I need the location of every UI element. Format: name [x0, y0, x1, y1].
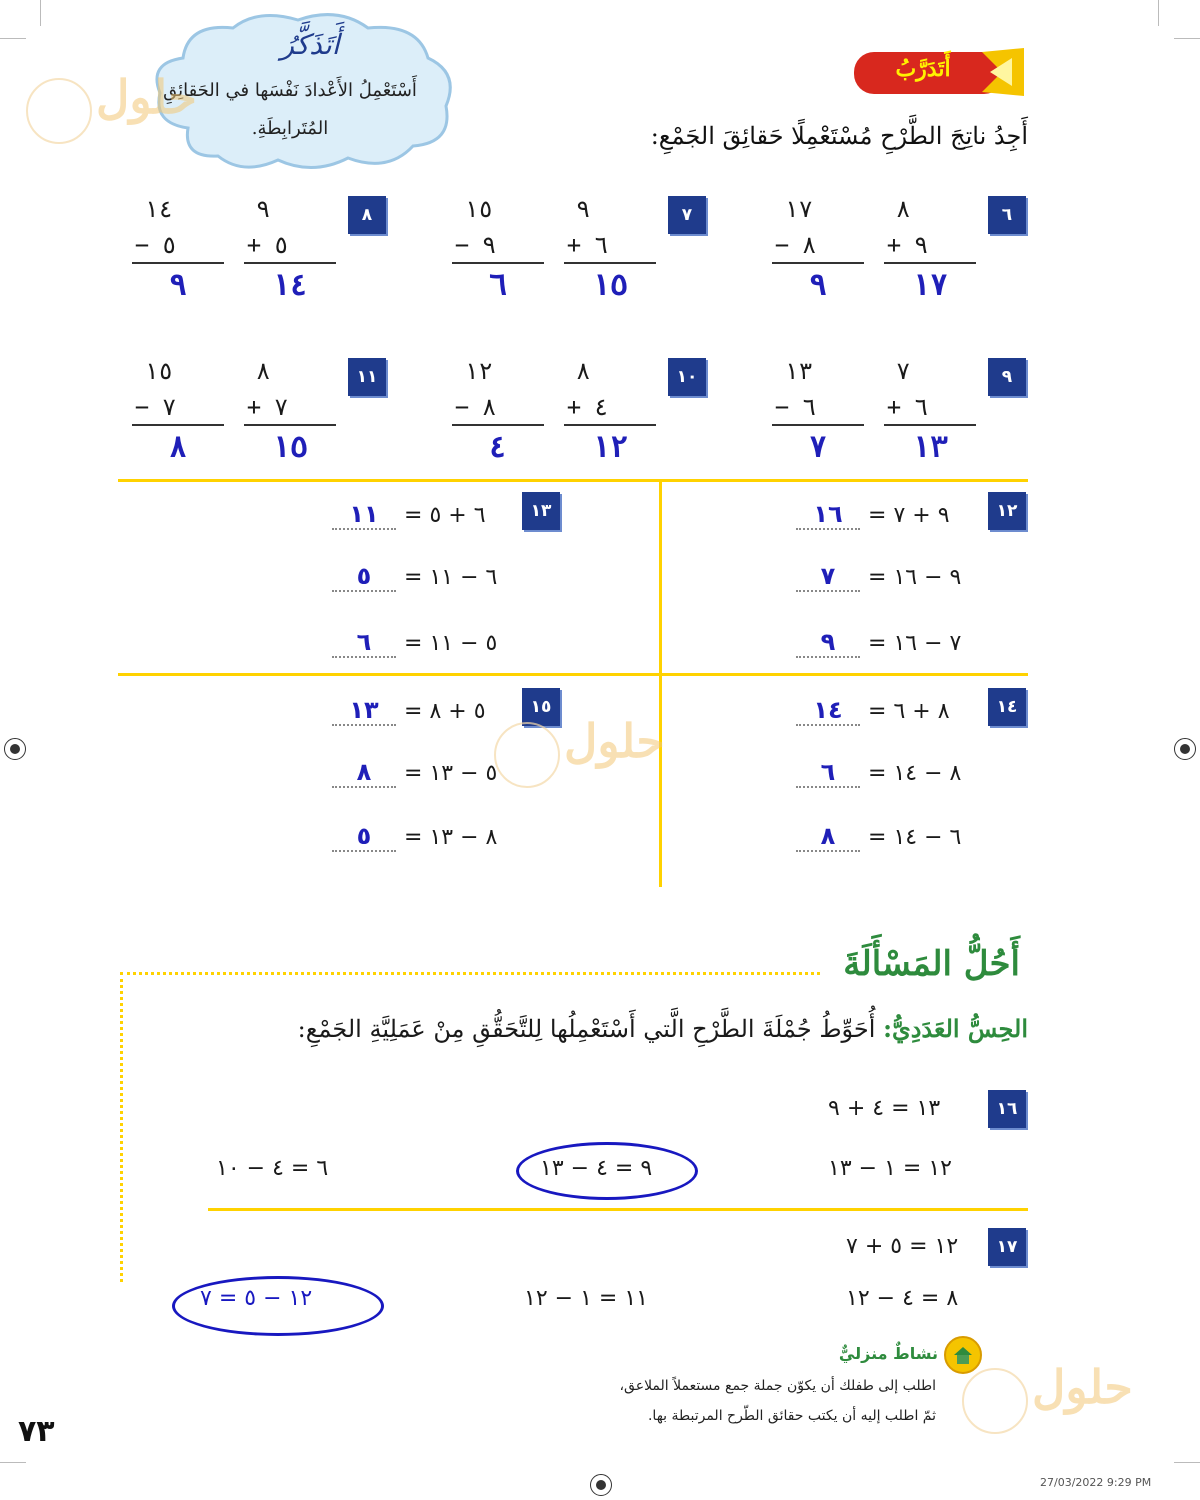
answer-blank[interactable]: ٨	[796, 822, 860, 852]
equation-row	[332, 696, 512, 726]
equation-row	[796, 696, 976, 726]
addend-bottom: ٦	[914, 393, 929, 421]
problem-number: ١٧	[988, 1228, 1026, 1266]
choice-equation[interactable]: ١٢ = ١ − ١٣	[828, 1156, 952, 1181]
problem-number: ٦	[988, 196, 1026, 234]
minuend: ١٤	[144, 195, 173, 223]
choice-equation[interactable]: ١١ = ١ − ١٢	[524, 1286, 648, 1311]
dotted-border	[120, 972, 123, 1282]
exercise-instruction: أَجِدُ ناتِجَ الطَّرْحِ مُسْتَعْمِلًا حَقائِقَ الجَمْعِ:	[650, 122, 1028, 150]
answer-blank[interactable]: ١٦	[796, 500, 860, 530]
minuend: ١٧	[784, 195, 813, 223]
given-equation: ١٣ = ٤ + ٩	[828, 1096, 941, 1121]
given-equation: ١٢ = ٥ + ٧	[846, 1234, 959, 1259]
equation-expression: = ٨ − ١٣	[404, 824, 498, 850]
subtraction-answer[interactable]: ٩	[808, 268, 828, 303]
equation-row	[332, 822, 512, 852]
subtraction-problem	[132, 352, 224, 470]
subtraction-problem	[452, 352, 544, 470]
equation-expression: = ٦ − ١١	[404, 564, 498, 590]
addition-answer[interactable]: ١٢	[591, 430, 629, 465]
registration-target-icon	[4, 738, 26, 760]
minus-sign: −	[454, 393, 470, 421]
problem-number: ٧	[668, 196, 706, 234]
crop-mark	[1174, 38, 1200, 39]
addend-top: ٩	[256, 195, 271, 223]
plus-sign: +	[566, 231, 582, 259]
home-activity-text-line1: اطلب إلى طفلك أن يكوّن جملة جمع مستعملاً الملاعق،	[619, 1378, 936, 1394]
equation-expression: = ٥ − ١١	[404, 630, 498, 656]
addend-bottom: ٦	[594, 231, 609, 259]
subtrahend: ٧	[162, 393, 177, 421]
addition-problem	[884, 190, 976, 308]
addition-problem	[244, 190, 336, 308]
equation-expression: = ٧ − ١٦	[868, 630, 962, 656]
addend-top: ٨	[576, 357, 591, 385]
watermark-logo-icon	[494, 722, 560, 788]
addition-problem	[884, 352, 976, 470]
minus-sign: −	[134, 393, 150, 421]
answer-blank[interactable]: ١٣	[332, 696, 396, 726]
problem-solving-title: أَحُلُّ المَسْأَلَةَ	[843, 944, 1020, 984]
answer-blank[interactable]: ٧	[796, 562, 860, 592]
subtrahend: ٥	[162, 231, 177, 259]
plus-sign: +	[246, 393, 262, 421]
addend-bottom: ٥	[274, 231, 289, 259]
answer-blank[interactable]: ١١	[332, 500, 396, 530]
print-timestamp: 27/03/2022 9:29 PM	[1040, 1476, 1152, 1489]
subtraction-answer[interactable]: ٤	[488, 430, 508, 465]
remember-title: أَتَذَكَّرُ	[280, 28, 340, 61]
subtraction-answer[interactable]: ٧	[808, 430, 828, 465]
minus-sign: −	[774, 393, 790, 421]
watermark-text: حلول	[96, 70, 197, 124]
watermark-text: حلول	[1032, 1360, 1133, 1414]
equation-row	[796, 758, 976, 788]
subtraction-problem	[772, 352, 864, 470]
subtraction-answer[interactable]: ٦	[488, 268, 508, 303]
crop-mark	[1174, 1462, 1200, 1463]
subtrahend: ٦	[802, 393, 817, 421]
addend-bottom: ٧	[274, 393, 289, 421]
problem-number: ١٠	[668, 358, 706, 396]
grid-divider	[208, 1208, 1028, 1211]
choice-equation[interactable]: ٨ = ٤ − ١٢	[846, 1286, 959, 1311]
subtrahend: ٨	[482, 393, 497, 421]
addition-problem	[564, 352, 656, 470]
minuend: ١٣	[784, 357, 813, 385]
addend-top: ٧	[896, 357, 911, 385]
problem-number: ١١	[348, 358, 386, 396]
watermark-text: حلول	[564, 714, 665, 768]
grid-divider	[118, 479, 1028, 482]
plus-sign: +	[566, 393, 582, 421]
problem-number: ٩	[988, 358, 1026, 396]
equation-expression: = ٨ + ٦	[868, 698, 950, 724]
addend-bottom: ٩	[914, 231, 929, 259]
problem-number: ١٥	[522, 688, 560, 726]
answer-blank[interactable]: ٦	[332, 628, 396, 658]
plus-sign: +	[886, 231, 902, 259]
equation-expression: = ٦ + ٥	[404, 502, 486, 528]
equation-expression: = ٥ − ١٣	[404, 760, 498, 786]
minus-sign: −	[454, 231, 470, 259]
equation-expression: = ٩ + ٧	[868, 502, 950, 528]
choice-equation[interactable]: ٦ = ٤ − ١٠	[216, 1156, 329, 1181]
registration-target-icon	[1174, 738, 1196, 760]
equation-row	[796, 822, 976, 852]
addition-answer[interactable]: ١٤	[271, 268, 309, 303]
home-activity-text-line2: ثمّ اطلب إليه أن يكتب حقائق الطّرح المرتبطة بها.	[647, 1408, 936, 1424]
grid-divider	[118, 673, 1028, 676]
question-label: الحِسُّ العَدَدِيُّ:	[883, 1014, 1028, 1043]
practice-badge-label: أَتَدَرَّبُ	[895, 56, 951, 82]
answer-blank[interactable]: ١٤	[796, 696, 860, 726]
minus-sign: −	[134, 231, 150, 259]
subtraction-problem	[452, 190, 544, 308]
equation-expression: = ٩ − ١٦	[868, 564, 962, 590]
page-number: ٧٣	[18, 1414, 55, 1449]
subtrahend: ٩	[482, 231, 497, 259]
addend-top: ٨	[896, 195, 911, 223]
crop-mark	[1158, 0, 1159, 26]
answer-blank[interactable]: ٥	[332, 822, 396, 852]
crop-mark	[40, 0, 41, 26]
answer-blank[interactable]: ٦	[796, 758, 860, 788]
subtrahend: ٨	[802, 231, 817, 259]
equation-row	[332, 562, 512, 592]
question-text: أُحَوِّطُ جُمْلَةَ الطَّرْحِ الَّتي أَسْتَعْمِلُها لِلتَّحَقُّقِ مِنْ عَمَلِيَّةِ الجَمْعِ:	[297, 1015, 876, 1043]
equation-expression: = ٥ + ٨	[404, 698, 486, 724]
problem-number: ١٢	[988, 492, 1026, 530]
equation-expression: = ٨ − ١٤	[868, 760, 962, 786]
plus-sign: +	[246, 231, 262, 259]
choice-equation[interactable]: ١٢ − ٥ = ٧	[200, 1286, 313, 1311]
addition-answer[interactable]: ١٥	[591, 268, 629, 303]
problem-number: ١٤	[988, 688, 1026, 726]
subtraction-answer[interactable]: ٩	[168, 268, 188, 303]
problem-number: ٨	[348, 196, 386, 234]
plus-sign: +	[886, 393, 902, 421]
grid-divider	[659, 479, 662, 887]
crop-mark	[0, 38, 26, 39]
addend-top: ٨	[256, 357, 271, 385]
registration-target-icon	[590, 1474, 612, 1496]
watermark-logo-icon	[962, 1368, 1028, 1434]
addition-answer[interactable]: ١٧	[911, 268, 949, 303]
addend-bottom: ٤	[594, 393, 609, 421]
addition-answer[interactable]: ١٥	[271, 430, 309, 465]
equation-row	[332, 500, 512, 530]
equation-row	[796, 562, 976, 592]
addition-answer[interactable]: ١٣	[911, 430, 949, 465]
watermark-logo-icon	[26, 78, 92, 144]
remember-text-line2: المُتَرابِطَةِ.	[251, 118, 329, 139]
minuend: ١٥	[464, 195, 493, 223]
equation-expression: = ٦ − ١٤	[868, 824, 962, 850]
remember-text-line1: أَسْتَعْمِلُ الأَعْدادَ نَفْسَها في الحَقائِقِ	[163, 80, 417, 101]
problem-number: ١٣	[522, 492, 560, 530]
choice-equation[interactable]: ٩ = ٤ − ١٣	[540, 1156, 653, 1181]
answer-blank[interactable]: ٨	[332, 758, 396, 788]
addition-problem	[244, 352, 336, 470]
subtraction-problem	[772, 190, 864, 308]
equation-row	[796, 628, 976, 658]
minuend: ١٥	[144, 357, 173, 385]
equation-row	[796, 500, 976, 530]
minus-sign: −	[774, 231, 790, 259]
subtraction-problem	[132, 190, 224, 308]
answer-blank[interactable]: ٥	[332, 562, 396, 592]
subtraction-answer[interactable]: ٨	[168, 430, 188, 465]
addition-problem	[564, 190, 656, 308]
answer-blank[interactable]: ٩	[796, 628, 860, 658]
equation-row	[332, 758, 512, 788]
problem-number: ١٦	[988, 1090, 1026, 1128]
house-icon	[944, 1336, 982, 1374]
crop-mark	[0, 1462, 26, 1463]
addend-top: ٩	[576, 195, 591, 223]
equation-row	[332, 628, 512, 658]
minuend: ١٢	[464, 357, 493, 385]
dotted-border	[120, 972, 820, 975]
problem-solving-question	[200, 1014, 1028, 1043]
home-activity-title: نشاطٌ منزليٌّ	[838, 1344, 938, 1363]
